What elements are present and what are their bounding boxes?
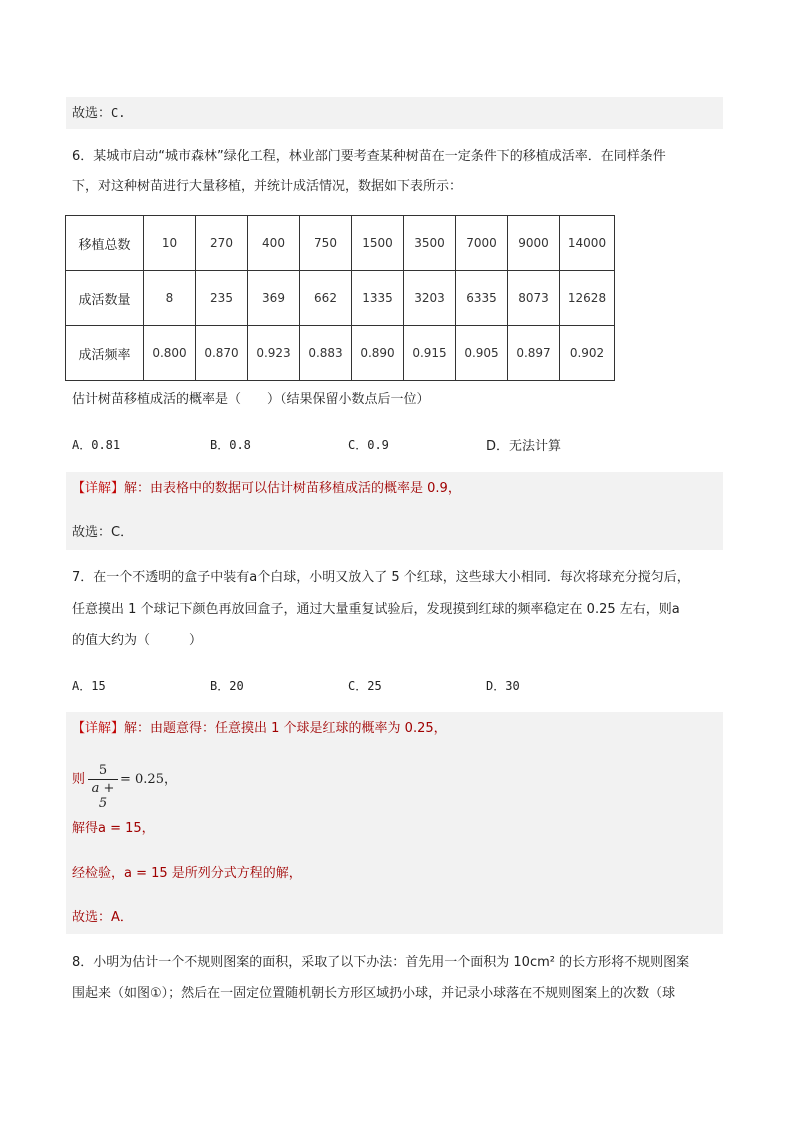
table-cell: 270 [196, 216, 248, 271]
q7-eq-prefix: 则 [72, 772, 86, 787]
q7-text-line1: 在一个不透明的盒子中装有a个白球，小明又放入了 5 个红球，这些球大小相同．每次将球充分搅匀后， [93, 570, 690, 585]
table-cell: 369 [248, 271, 300, 326]
table-cell: 0.883 [300, 326, 352, 381]
table-cell: 10 [144, 216, 196, 271]
q7-line2: 任意摸出 1 个球记下颜色再放回盒子，通过大量重复试验后，发现摸到红球的频率稳定在 0.25 左右，则a [72, 602, 680, 617]
q7-number: 7． [72, 570, 94, 585]
table-cell: 0.800 [144, 326, 196, 381]
row-label: 移植总数 [66, 216, 144, 271]
table-cell: 3500 [404, 216, 456, 271]
table-cell: 12628 [560, 271, 615, 326]
row-label: 成活数量 [66, 271, 144, 326]
q8-text-line1: 小明为估计一个不规则图案的面积，采取了以下办法：首先用一个面积为 10cm² 的长方形将不规则图案 [93, 955, 690, 970]
table-cell: 3203 [404, 271, 456, 326]
table-cell: 6335 [456, 271, 508, 326]
q8-number: 8． [72, 955, 94, 970]
table-cell: 0.890 [352, 326, 404, 381]
q7-option-c: C．25 [348, 679, 382, 693]
q7-check: 经检验，a = 15 是所列分式方程的解， [72, 866, 302, 881]
q8-line1 [72, 954, 689, 972]
q6-answer: 故选：C． [72, 525, 134, 540]
q7-option-d: D．30 [486, 679, 520, 693]
q6-line2: 下，对这种树苗进行大量移植，并统计成活情况，数据如下表所示： [72, 179, 463, 194]
table-cell: 8 [144, 271, 196, 326]
answer-band-prev [66, 97, 723, 129]
q7-detail-band [66, 712, 723, 934]
table-cell: 1335 [352, 271, 404, 326]
q6-option-d: D．无法计算 [486, 439, 562, 454]
table-cell: 0.915 [404, 326, 456, 381]
row-label: 成活频率 [66, 326, 144, 381]
q7-detail-text: 解：由题意得：任意摸出 1 个球是红球的概率为 0.25， [124, 721, 447, 736]
table-cell: 235 [196, 271, 248, 326]
q7-detail [72, 720, 447, 738]
q6-line1 [72, 148, 666, 166]
table-cell: 8073 [508, 271, 560, 326]
q6-question: 估计树苗移植成活的概率是（ ）（结果保留小数点后一位） [72, 392, 430, 407]
table-cell: 662 [300, 271, 352, 326]
answer-prev [72, 104, 125, 123]
table-cell: 0.870 [196, 326, 248, 381]
table-cell: 400 [248, 216, 300, 271]
table-cell: 0.897 [508, 326, 560, 381]
q7-option-b: B．20 [210, 679, 244, 693]
table-cell: 0.923 [248, 326, 300, 381]
q6-number: 6． [72, 149, 94, 164]
answer-prev-value: C. [111, 106, 126, 120]
table-row [66, 326, 615, 381]
q7-fraction [88, 763, 118, 811]
q6-option-a: A．0.81 [72, 438, 121, 452]
table-cell: 7000 [456, 216, 508, 271]
q7-answer: 故选：A． [72, 910, 133, 925]
table-row [66, 216, 615, 271]
q6-detail-tag: 【详解】 [72, 481, 125, 496]
table-row [66, 271, 615, 326]
q7-detail-tag: 【详解】 [72, 721, 125, 736]
q7-fraction-bar [88, 779, 118, 780]
q7-line1 [72, 569, 690, 587]
table-cell: 750 [300, 216, 352, 271]
q8-line2: 围起来（如图①）；然后在一固定位置随机朝长方形区域扔小球，并记录小球落在不规则图案上的次数（球 [72, 986, 676, 1001]
q7-solve: 解得a = 15， [72, 821, 155, 836]
table-cell: 14000 [560, 216, 615, 271]
table-cell: 0.905 [456, 326, 508, 381]
table-cell: 1500 [352, 216, 404, 271]
q6-detail-text: 解：由表格中的数据可以估计树苗移植成活的概率是 0.9， [124, 481, 461, 496]
q7-fraction-numerator: 5 [98, 763, 108, 778]
q7-fraction-denominator: a + 5 [91, 781, 115, 811]
q7-eq-rhs: = 0.25， [120, 772, 177, 787]
q6-option-c: C．0.9 [348, 438, 389, 452]
table-cell: 9000 [508, 216, 560, 271]
q7-option-a: A．15 [72, 679, 106, 693]
table-cell: 0.902 [560, 326, 615, 381]
q7-line3: 的值大约为（ ） [72, 633, 203, 648]
answer-prev-label: 故选： [72, 106, 112, 121]
q6-detail [72, 480, 461, 498]
q6-text-line1: 某城市启动“城市森林”绿化工程，林业部门要考查某种树苗在一定条件下的移植成活率．在同样条件 [93, 149, 666, 164]
q6-option-b: B．0.8 [210, 438, 251, 452]
q6-data-table [65, 215, 615, 381]
